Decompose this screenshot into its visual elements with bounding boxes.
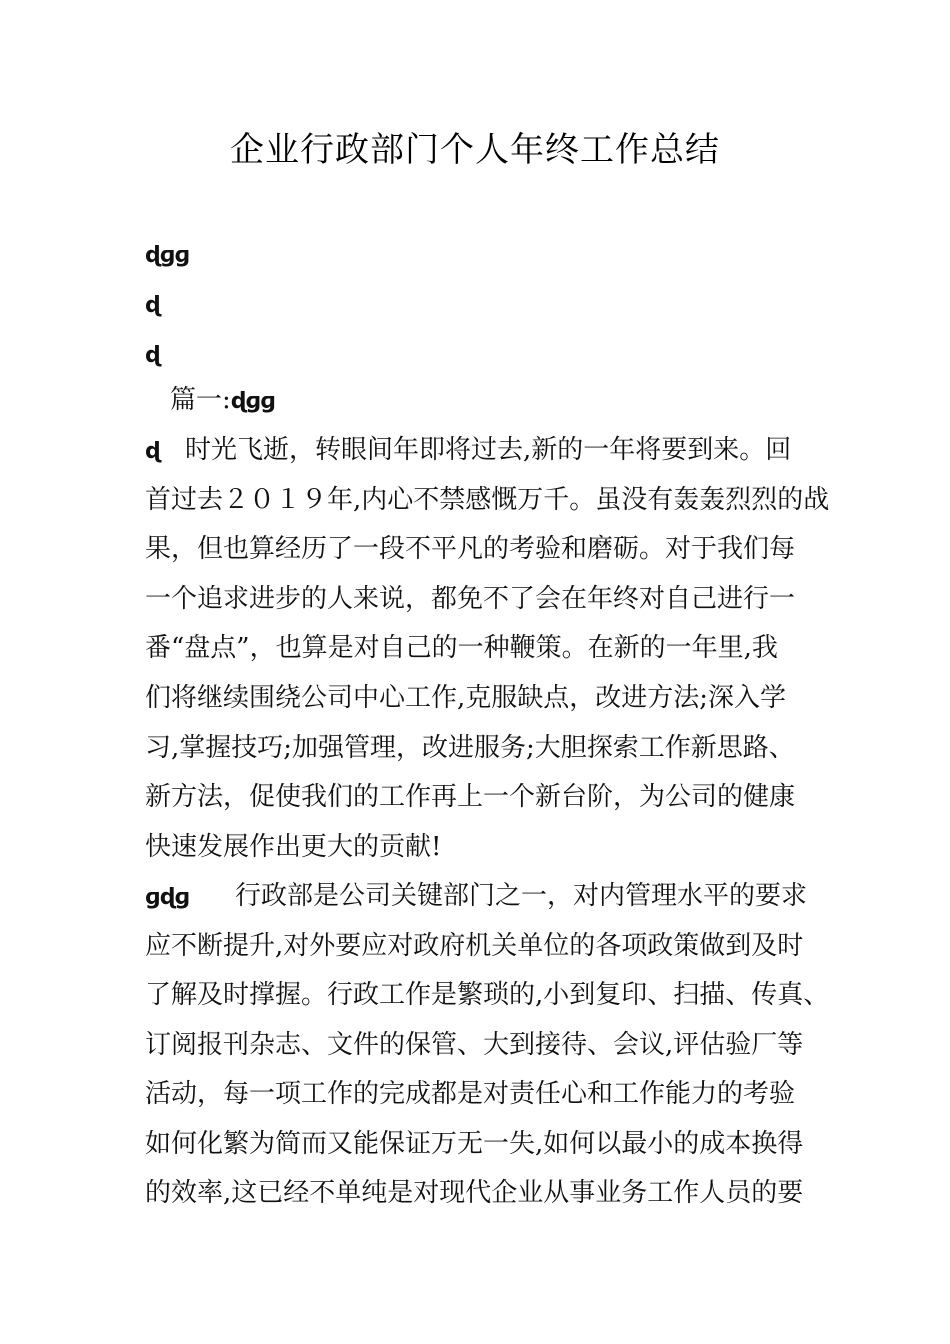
- garbled-marker: ɡɖɡ: [145, 885, 190, 910]
- garbled-marker: ɖɡɡ: [145, 243, 190, 268]
- paragraph-1-line-1: [145, 432, 791, 470]
- paragraph-2-line-4: 订阅报刊杂志、文件的保管、大到接待、会议,评估验厂等: [145, 1030, 804, 1060]
- garbled-marker: ɖɡɡ: [230, 389, 276, 414]
- paragraph-2-line-6: 如何化繁为简而又能保证万无一失,如何以最小的成本换得: [145, 1129, 804, 1159]
- marker-line-3: [145, 336, 160, 374]
- paragraph-1-line-4: 一个追求进步的人来说，都免不了会在年终对自己进行一: [145, 584, 796, 614]
- paragraph-1-line-8: 新方法，促使我们的工作再上一个新台阶，为公司的健康: [145, 782, 796, 812]
- garbled-marker: ɖ: [145, 439, 160, 464]
- marker-line-1: [145, 236, 189, 274]
- garbled-marker: ɖ: [145, 293, 160, 318]
- paragraph-2-line-7: 的效率,这已经不单纯是对现代企业从事业务工作人员的要: [145, 1178, 804, 1208]
- marker-line-2: [145, 286, 160, 324]
- paragraph-1-line-9: 快速发展作出更大的贡献!: [145, 832, 442, 862]
- paragraph-1-line-6: 们将继续围绕公司中心工作,克服缺点，改进方法;深入学: [145, 683, 787, 713]
- section-heading: [170, 382, 275, 420]
- paragraph-1-line-7: 习,掌握技巧;加强管理，改进服务;大胆探索工作新思路、: [145, 733, 795, 763]
- paragraph-1-line-2: 首过去２０１９年,内心不禁感慨万千。虽没有轰轰烈烈的战: [145, 485, 830, 515]
- paragraph-2-line-1: [145, 878, 807, 916]
- paragraph-1-line-3: 果，但也算经历了一段不平凡的考验和磨砺。对于我们每: [145, 534, 796, 564]
- paragraph-text: 行政部是公司关键部门之一，对内管理水平的要求: [235, 881, 808, 911]
- document-title: 企业行政部门个人年终工作总结: [230, 130, 720, 170]
- paragraph-2-line-5: 活动，每一项工作的完成都是对责任心和工作能力的考验: [145, 1079, 796, 1109]
- paragraph-text: 时光飞逝，转眼间年即将过去,新的一年将要到来。回: [185, 435, 792, 465]
- paragraph-1-line-5: 番“盘点”，也算是对自己的一种鞭策。在新的一年里,我: [145, 633, 778, 663]
- paragraph-2-line-2: 应不断提升,对外要应对政府机关单位的各项政策做到及时: [145, 931, 804, 961]
- garbled-marker: ɖ: [145, 343, 160, 368]
- section-heading-text: 篇一:: [170, 385, 231, 415]
- paragraph-2-line-3: 了解及时撑握。行政工作是繁琐的,小到复印、扫描、传真、: [145, 980, 830, 1010]
